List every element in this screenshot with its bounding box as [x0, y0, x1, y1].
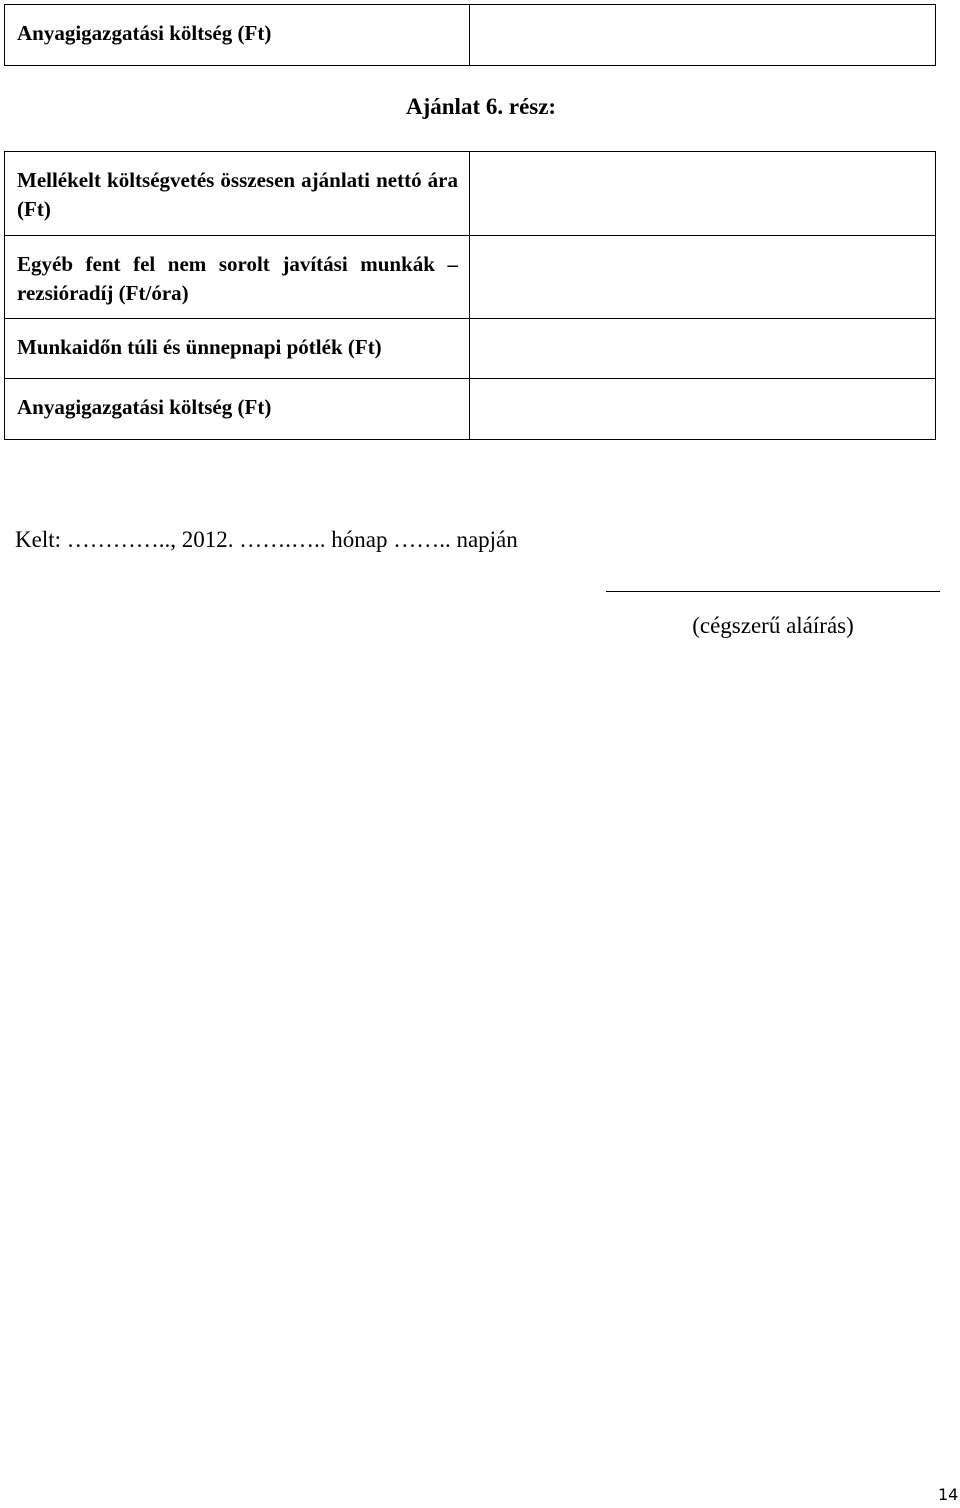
table-row — [5, 152, 936, 236]
table-row — [5, 5, 936, 66]
offer-part-table — [4, 151, 936, 440]
row-label: Munkaidőn túli és ünnepnapi pótlék (Ft) — [5, 319, 470, 379]
table-row — [5, 379, 936, 440]
row-value-field[interactable] — [470, 379, 936, 440]
row-value-field[interactable] — [470, 152, 936, 236]
signature-label: (cégszerű aláírás) — [692, 613, 854, 638]
table-row — [5, 236, 936, 319]
table-row — [5, 319, 936, 379]
top-cost-table — [4, 4, 936, 66]
row-value-field[interactable] — [470, 5, 936, 66]
row-label: Egyéb fent fel nem sorolt javítási munkák – rezsióradíj (Ft/óra) — [5, 236, 470, 319]
signature-line — [606, 591, 940, 592]
date-line: Kelt: ………….., 2012. …….….. hónap …….. napján — [15, 527, 518, 552]
row-value-field[interactable] — [470, 236, 936, 319]
row-label: Anyagigazgatási költség (Ft) — [5, 379, 470, 440]
row-label: Mellékelt költségvetés összesen ajánlati nettó ára (Ft) — [5, 152, 470, 236]
row-value-field[interactable] — [470, 319, 936, 379]
page-number: 14 — [938, 1485, 959, 1504]
section-heading: Ajánlat 6. rész: — [406, 94, 557, 119]
row-label: Anyagigazgatási költség (Ft) — [5, 5, 470, 66]
